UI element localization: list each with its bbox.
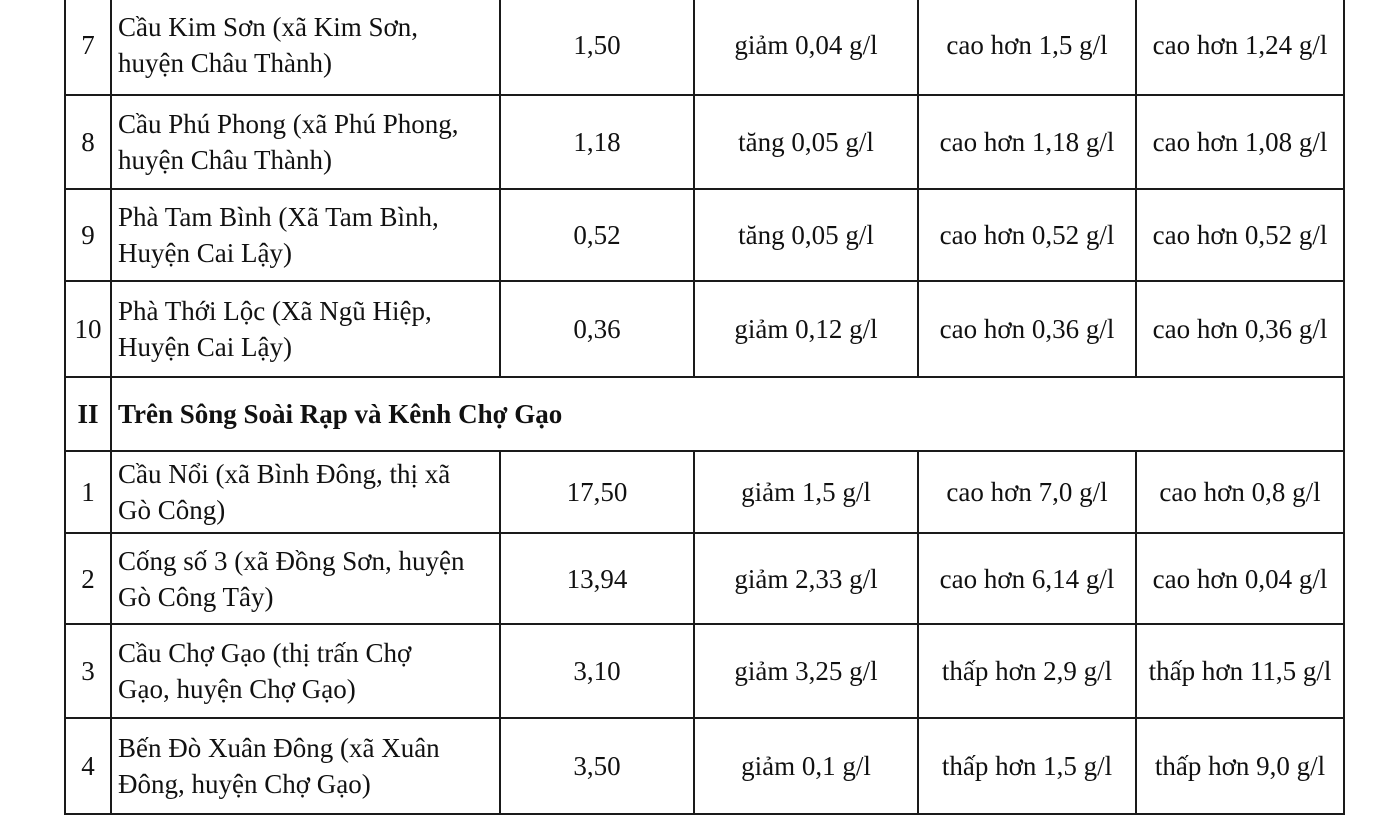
compare-value: cao hơn 0,36 g/l <box>918 281 1136 377</box>
location-line: Gò Công Tây) <box>118 581 274 612</box>
compare-value: cao hơn 1,08 g/l <box>1136 95 1344 189</box>
row-number: 1 <box>65 451 111 533</box>
salinity-value: 1,50 <box>500 0 694 95</box>
section-title: Trên Sông Soài Rạp và Kênh Chợ Gạo <box>111 377 1344 451</box>
row-number: 4 <box>65 718 111 814</box>
compare-value: cao hơn 0,8 g/l <box>1136 451 1344 533</box>
change-value: giảm 3,25 g/l <box>694 624 918 718</box>
compare-value: thấp hơn 9,0 g/l <box>1136 718 1344 814</box>
change-value: giảm 2,33 g/l <box>694 533 918 624</box>
change-value: giảm 0,12 g/l <box>694 281 918 377</box>
salinity-value: 3,50 <box>500 718 694 814</box>
compare-value: thấp hơn 1,5 g/l <box>918 718 1136 814</box>
location-line: Gò Công) <box>118 495 226 525</box>
location-line: Cầu Kim Sơn (xã Kim Sơn, <box>118 12 419 42</box>
salinity-value: 13,94 <box>500 533 694 624</box>
location-line: Phà Thới Lộc (Xã Ngũ Hiệp, <box>118 296 432 326</box>
location-line: Phà Tam Bình (Xã Tam Bình, <box>118 202 439 232</box>
compare-value: cao hơn 1,5 g/l <box>918 0 1136 95</box>
change-value: giảm 0,1 g/l <box>694 718 918 814</box>
location-cell <box>111 718 500 814</box>
row-number: 9 <box>65 189 111 281</box>
change-value: tăng 0,05 g/l <box>694 189 918 281</box>
location-line: Cống số 3 (xã Đồng Sơn, huyện <box>118 545 465 576</box>
compare-value: cao hơn 7,0 g/l <box>918 451 1136 533</box>
location-cell <box>111 189 500 281</box>
location-cell <box>111 281 500 377</box>
table-row <box>65 0 1344 95</box>
location-cell <box>111 95 500 189</box>
location-line: Bến Đò Xuân Đông (xã Xuân <box>118 733 440 763</box>
location-line: Cầu Nổi (xã Bình Đông, thị xã <box>118 459 451 489</box>
section-numeral: II <box>65 377 111 451</box>
compare-value: cao hơn 0,52 g/l <box>918 189 1136 281</box>
table-row <box>65 281 1344 377</box>
location-cell <box>111 624 500 718</box>
compare-value: cao hơn 1,24 g/l <box>1136 0 1344 95</box>
section-header-row <box>65 377 1344 451</box>
table-row <box>65 533 1344 624</box>
row-number: 7 <box>65 0 111 95</box>
salinity-table <box>64 0 1345 815</box>
location-line: Huyện Cai Lậy) <box>118 238 292 268</box>
location-cell <box>111 533 500 624</box>
salinity-value: 0,52 <box>500 189 694 281</box>
row-number: 10 <box>65 281 111 377</box>
compare-value: cao hơn 0,36 g/l <box>1136 281 1344 377</box>
compare-value: cao hơn 1,18 g/l <box>918 95 1136 189</box>
salinity-value: 17,50 <box>500 451 694 533</box>
location-line: huyện Châu Thành) <box>118 145 332 175</box>
compare-value: thấp hơn 2,9 g/l <box>918 624 1136 718</box>
compare-value: cao hơn 0,52 g/l <box>1136 189 1344 281</box>
location-line: Gạo, huyện Chợ Gạo) <box>118 674 356 704</box>
location-line: Cầu Chợ Gạo (thị trấn Chợ <box>118 638 412 668</box>
table-row <box>65 451 1344 533</box>
row-number: 2 <box>65 533 111 624</box>
location-cell <box>111 451 500 533</box>
change-value: giảm 1,5 g/l <box>694 451 918 533</box>
row-number: 8 <box>65 95 111 189</box>
compare-value: cao hơn 0,04 g/l <box>1136 533 1344 624</box>
location-line: Đông, huyện Chợ Gạo) <box>118 769 371 799</box>
salinity-value: 3,10 <box>500 624 694 718</box>
table-row <box>65 189 1344 281</box>
location-line: huyện Châu Thành) <box>118 48 332 78</box>
compare-value: thấp hơn 11,5 g/l <box>1136 624 1344 718</box>
change-value: giảm 0,04 g/l <box>694 0 918 95</box>
table-row <box>65 624 1344 718</box>
location-line: Huyện Cai Lậy) <box>118 332 292 362</box>
row-number: 3 <box>65 624 111 718</box>
compare-value: cao hơn 6,14 g/l <box>918 533 1136 624</box>
change-value: tăng 0,05 g/l <box>694 95 918 189</box>
table-row <box>65 718 1344 814</box>
salinity-value: 0,36 <box>500 281 694 377</box>
location-line: Cầu Phú Phong (xã Phú Phong, <box>118 109 459 139</box>
location-cell <box>111 0 500 95</box>
salinity-value: 1,18 <box>500 95 694 189</box>
table-row <box>65 95 1344 189</box>
